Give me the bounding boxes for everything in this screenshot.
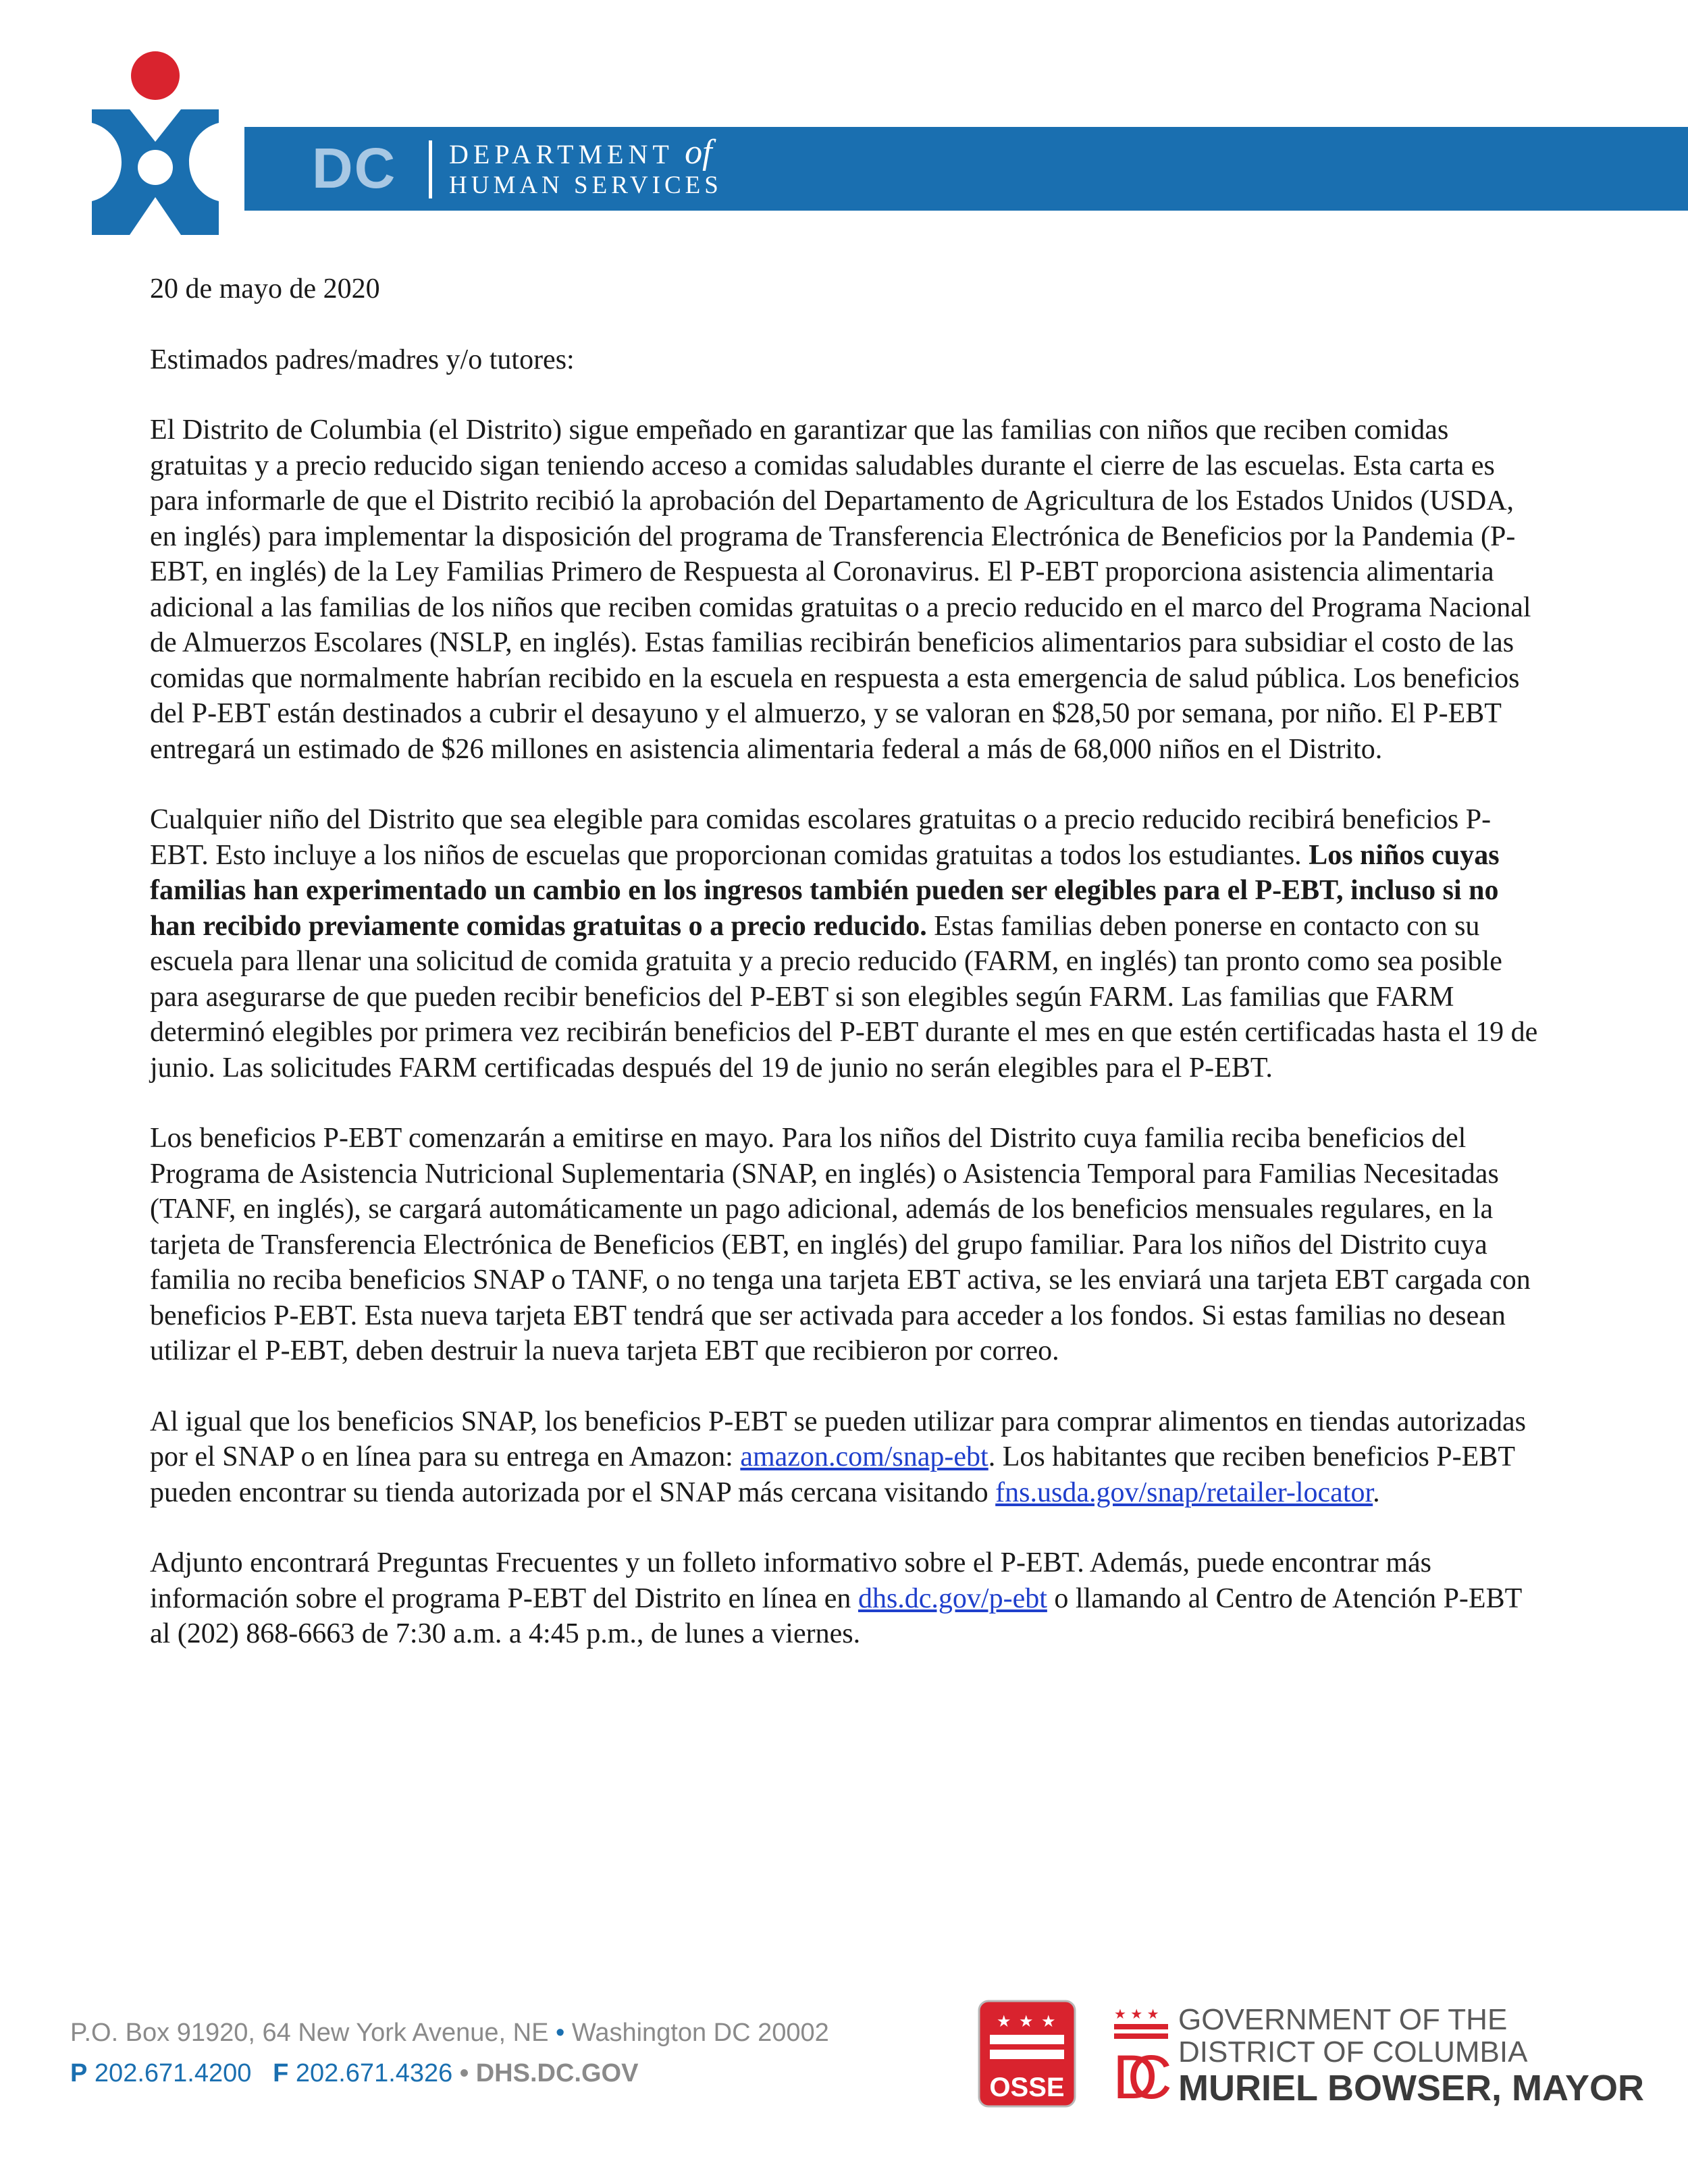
svg-text:★: ★ [997,2012,1011,2031]
footer-phone: 202.671.4200 [94,2059,252,2087]
salutation: Estimados padres/madres y/o tutores: [150,344,575,375]
svg-text:DC: DC [1113,2043,1172,2105]
svg-text:★ ★ ★: ★ ★ ★ [1114,2006,1159,2022]
svg-text:★: ★ [1041,2012,1056,2031]
letter-body [150,271,1541,1687]
department-title: DEPARTMENT of [449,133,712,171]
letterhead [0,0,1688,243]
mayor-name: MURIEL BOWSER, MAYOR [1178,2068,1645,2108]
osse-label: OSSE [989,2073,1065,2102]
paragraph-2: Cualquier niño del Distrito que sea elegible para comidas escolares gratuitas o a precio reducido recibirá beneficios P-EBT. Esto incluye a los niños de escuelas que proporcionan comidas gratuitas a todos los estudiantes. Los niños cuyas familias han experimentado un cambio en los ingresos también pueden ser elegibles para el P-EBT, incluso si no han recibido previamente comidas gratuitas o a precio reducido. Estas familias deben ponerse en contacto con su escuela para llenar una solicitud de comida gratuita y a precio reducido (FARM, en inglés) tan pronto como sea posible para asegurarse de que pueden recibir beneficios del P-EBT si son elegibles según FARM. Las familias que FARM determinó elegibles por primera vez recibirán beneficios del P-EBT durante el mes en que estén certificadas hasta el 19 de junio. Las solicitudes FARM certificadas después del 19 de junio no serán elegibles para el P-EBT. [150,804,1538,1084]
paragraph-5: Adjunto encontrará Preguntas Frecuentes y un folleto informativo sobre el P-EBT. Además, puede encontrar más información sobre el programa P-EBT del Distrito en línea en dhs.dc.gov/p-ebt o llamando al Centro de Atención P-EBT al (202) 868-6663 de 7:30 a.m. a 4:45 p.m., de lunes a viernes. [150,1547,1522,1649]
paragraph-1: El Distrito de Columbia (el Distrito) sigue empeñado en garantizar que las familias con niños que reciben comidas gratuitas y a precio reducido sigan teniendo acceso a comidas saludables durante el cierre de las escuelas. Esta carta es para informarle de que el Distrito recibió la aprobación del Departamento de Agricultura de los Estados Unidos (USDA, en inglés) para implementar la disposición del programa de Transferencia Electrónica de Beneficios por la Pandemia (P-EBT, en inglés) de la Ley Familias Primero de Respuesta al Coronavirus. El P-EBT proporciona asistencia alimentaria adicional a las familias de los niños que reciben comidas gratuitas o a precio reducido en el marco del Programa Nacional de Almuerzos Escolares (NSLP, en inglés). Estas familias recibirán beneficios alimentarios para subsidiar el costo de las comidas que normalmente habrían recibido en la escuela en respuesta a esta emergencia de salud pública. Los beneficios del P-EBT están destinados a cubrir el desayuno y el almuerzo, y se valoran en $28,50 por semana, por niño. El P-EBT entregará un estimado de $26 millones en asistencia alimentaria federal a más de 68,000 niños en el Distrito. [150,415,1531,765]
we-are-washington-dc-logo-icon [1111,2004,1172,2105]
svg-text:★: ★ [1019,2012,1034,2031]
header-divider [429,140,432,198]
dc-wordmark: DC [312,136,397,200]
paragraph-4: Al igual que los beneficios SNAP, los beneficios P-EBT se pueden utilizar para comprar alimentos en tiendas autorizadas por el SNAP o en línea para su entrega en Amazon: amazon.com/snap-ebt. Los habitantes que reciben beneficios P-EBT pueden encontrar su tienda autorizada por el SNAP más cercana visitando fns.usda.gov/snap/retailer-locator. [150,1406,1527,1508]
government-line-1: GOVERNMENT OF THE [1178,2003,1508,2036]
eligibility-notice: Los niños cuyas familias han experimentado un cambio en los ingresos también pueden ser elegibles para el P-EBT, incluso si no han recibido previamente comidas gratuitas o a precio reducido. [150,839,1500,942]
dhs-pebt-link[interactable]: dhs.dc.gov/p-ebt [858,1582,1047,1614]
government-line-2: DISTRICT OF COLUMBIA [1178,2035,1528,2069]
paragraph-3: Los beneficios P-EBT comenzarán a emitirse en mayo. Para los niños del Distrito cuya familia reciba beneficios del Programa de Asistencia Nutricional Suplementaria (SNAP, en inglés) o Asistencia Temporal para Familias Necesitadas (TANF, en inglés), se cargará automáticamente un pago adicional, además de los beneficios mensuales regulares, en la tarjeta de Transferencia Electrónica de Beneficios (EBT, en inglés) del grupo familiar. Para los niños del Distrito cuya familia no reciba beneficios SNAP o TANF, o no tenga una tarjeta EBT activa, se les enviará una tarjeta EBT cargada con beneficios P-EBT. Esta nueva tarjeta EBT tendrá que ser activada para acceder a los fondos. Si estas familias no desean utilizar el P-EBT, deben destruir la nueva tarjeta EBT que recibieron por correo. [150,1123,1531,1366]
dhs-logo-icon [88,47,223,243]
department-subtitle: HUMAN SERVICES [449,171,722,199]
footer-website: DHS.DC.GOV [475,2059,639,2087]
footer-address: P.O. Box 91920, 64 New York Avenue, NE • Washington DC 20002 [70,2019,829,2047]
retailer-locator-link[interactable]: fns.usda.gov/snap/retailer-locator [995,1476,1373,1508]
letter-date: 20 de mayo de 2020 [150,273,380,304]
footer-fax: 202.671.4326 [295,2059,453,2087]
footer-contacts: P 202.671.4200 F 202.671.4326 • DHS.DC.GOV [70,2059,639,2087]
amazon-link[interactable]: amazon.com/snap-ebt [740,1441,988,1472]
